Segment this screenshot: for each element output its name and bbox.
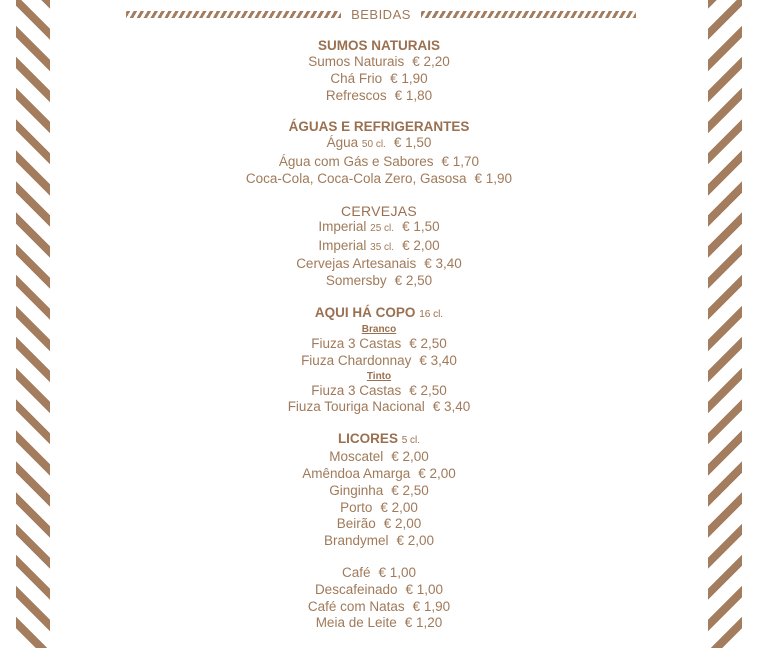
item-name: Cervejas Artesanais xyxy=(296,256,417,272)
subheading-branco: Branco xyxy=(361,323,397,335)
item-name: Chá Frio xyxy=(330,70,383,86)
item-price: € 3,40 xyxy=(432,399,471,415)
item-name: Água com Gás e Sabores xyxy=(278,154,434,170)
item-name: Fiuza Chardonnay xyxy=(301,352,412,368)
item-name: Imperial xyxy=(318,237,367,253)
section-cervejas xyxy=(60,203,698,290)
item-name: Imperial xyxy=(318,218,367,234)
item-name: Café com Natas xyxy=(307,598,405,614)
section-size-note: 5 cl. xyxy=(401,435,421,447)
item-price: € 1,90 xyxy=(474,170,513,186)
menu-item xyxy=(60,238,698,257)
menu-item xyxy=(60,256,698,273)
item-size-note: 35 cl. xyxy=(370,241,395,253)
item-name: Beirão xyxy=(336,516,376,532)
section-aguas xyxy=(60,119,698,187)
item-price: € 2,50 xyxy=(391,482,429,498)
item-size-note: 50 cl. xyxy=(361,139,386,151)
menu-item xyxy=(60,383,698,400)
subheading-tinto: Tinto xyxy=(366,370,392,382)
menu-item xyxy=(60,71,698,88)
item-name: Amêndoa Amarga xyxy=(302,465,411,481)
menu-item xyxy=(60,353,698,370)
item-name: Meia de Leite xyxy=(315,615,397,631)
header-divider-left xyxy=(126,11,341,18)
item-price: € 2,00 xyxy=(383,516,422,532)
item-name: Fiuza Touriga Nacional xyxy=(287,399,425,415)
menu-item xyxy=(60,599,698,616)
item-price: € 1,80 xyxy=(394,87,433,103)
menu-item xyxy=(60,336,698,353)
item-name: Fiuza 3 Castas xyxy=(311,382,402,398)
item-price: € 1,00 xyxy=(405,581,444,597)
menu-item xyxy=(60,466,698,483)
item-name: Brandymel xyxy=(323,533,389,549)
menu-list xyxy=(60,38,698,647)
item-price: € 1,50 xyxy=(393,135,432,151)
menu-item xyxy=(60,399,698,416)
menu-item xyxy=(60,516,698,533)
item-name: Moscatel xyxy=(329,449,384,465)
menu-item xyxy=(60,219,698,238)
menu-item xyxy=(60,135,698,154)
section-copo xyxy=(60,305,698,416)
header-divider-right xyxy=(421,11,636,18)
menu-item xyxy=(60,533,698,550)
section-title xyxy=(60,305,698,323)
menu-item xyxy=(60,273,698,290)
page-title: BEBIDAS xyxy=(351,6,411,22)
item-price: € 1,90 xyxy=(412,598,451,614)
section-size-note: 16 cl. xyxy=(419,308,444,320)
item-price: € 2,00 xyxy=(396,533,435,549)
section-licores xyxy=(60,431,698,550)
item-name: Sumos Naturais xyxy=(308,54,405,69)
item-price: € 1,90 xyxy=(390,70,428,86)
item-name: Ginginha xyxy=(329,482,384,498)
item-price: € 2,00 xyxy=(418,465,456,481)
section-cafe xyxy=(60,565,698,632)
right-stripe-border xyxy=(708,0,742,648)
item-price: € 2,00 xyxy=(402,237,440,253)
menu-header xyxy=(125,6,637,22)
item-name: Fiuza 3 Castas xyxy=(311,335,402,351)
menu-item xyxy=(60,88,698,105)
item-price: € 1,70 xyxy=(441,154,480,170)
section-title-text: LICORES xyxy=(337,431,398,447)
item-price: € 2,20 xyxy=(412,54,450,69)
menu-item xyxy=(60,500,698,517)
item-price: € 2,00 xyxy=(380,499,418,515)
section-title: ÁGUAS E REFRIGERANTES xyxy=(288,119,470,135)
item-name: Coca-Cola, Coca-Cola Zero, Gasosa xyxy=(245,170,467,186)
item-name: Somersby xyxy=(325,273,387,289)
item-name: Água xyxy=(326,135,359,151)
left-stripe-border xyxy=(16,0,50,648)
menu-item xyxy=(60,565,698,582)
menu-item xyxy=(60,54,698,71)
menu-item xyxy=(60,449,698,466)
item-price: € 2,50 xyxy=(409,382,447,398)
section-title-text: AQUI HÁ COPO xyxy=(314,304,416,320)
menu-item xyxy=(60,483,698,500)
section-title xyxy=(60,431,698,449)
menu-item xyxy=(60,154,698,171)
item-price: € 2,00 xyxy=(391,449,429,465)
item-price: € 2,50 xyxy=(409,335,447,351)
section-sumos xyxy=(60,38,698,104)
item-name: Refrescos xyxy=(325,87,387,103)
item-name: Porto xyxy=(340,499,373,515)
item-price: € 1,20 xyxy=(404,615,443,631)
item-price: € 1,50 xyxy=(402,218,440,234)
menu-item xyxy=(60,171,698,188)
menu-item xyxy=(60,582,698,599)
item-name: Café xyxy=(341,564,371,580)
item-name: Descafeinado xyxy=(314,581,398,597)
menu-item xyxy=(60,615,698,632)
section-title: SUMOS NATURAIS xyxy=(317,38,440,53)
item-price: € 2,50 xyxy=(394,273,433,289)
item-size-note: 25 cl. xyxy=(370,222,395,234)
item-price: € 1,00 xyxy=(378,564,417,580)
item-price: € 3,40 xyxy=(419,352,457,368)
section-title: CERVEJAS xyxy=(340,202,418,219)
item-price: € 3,40 xyxy=(424,256,462,272)
